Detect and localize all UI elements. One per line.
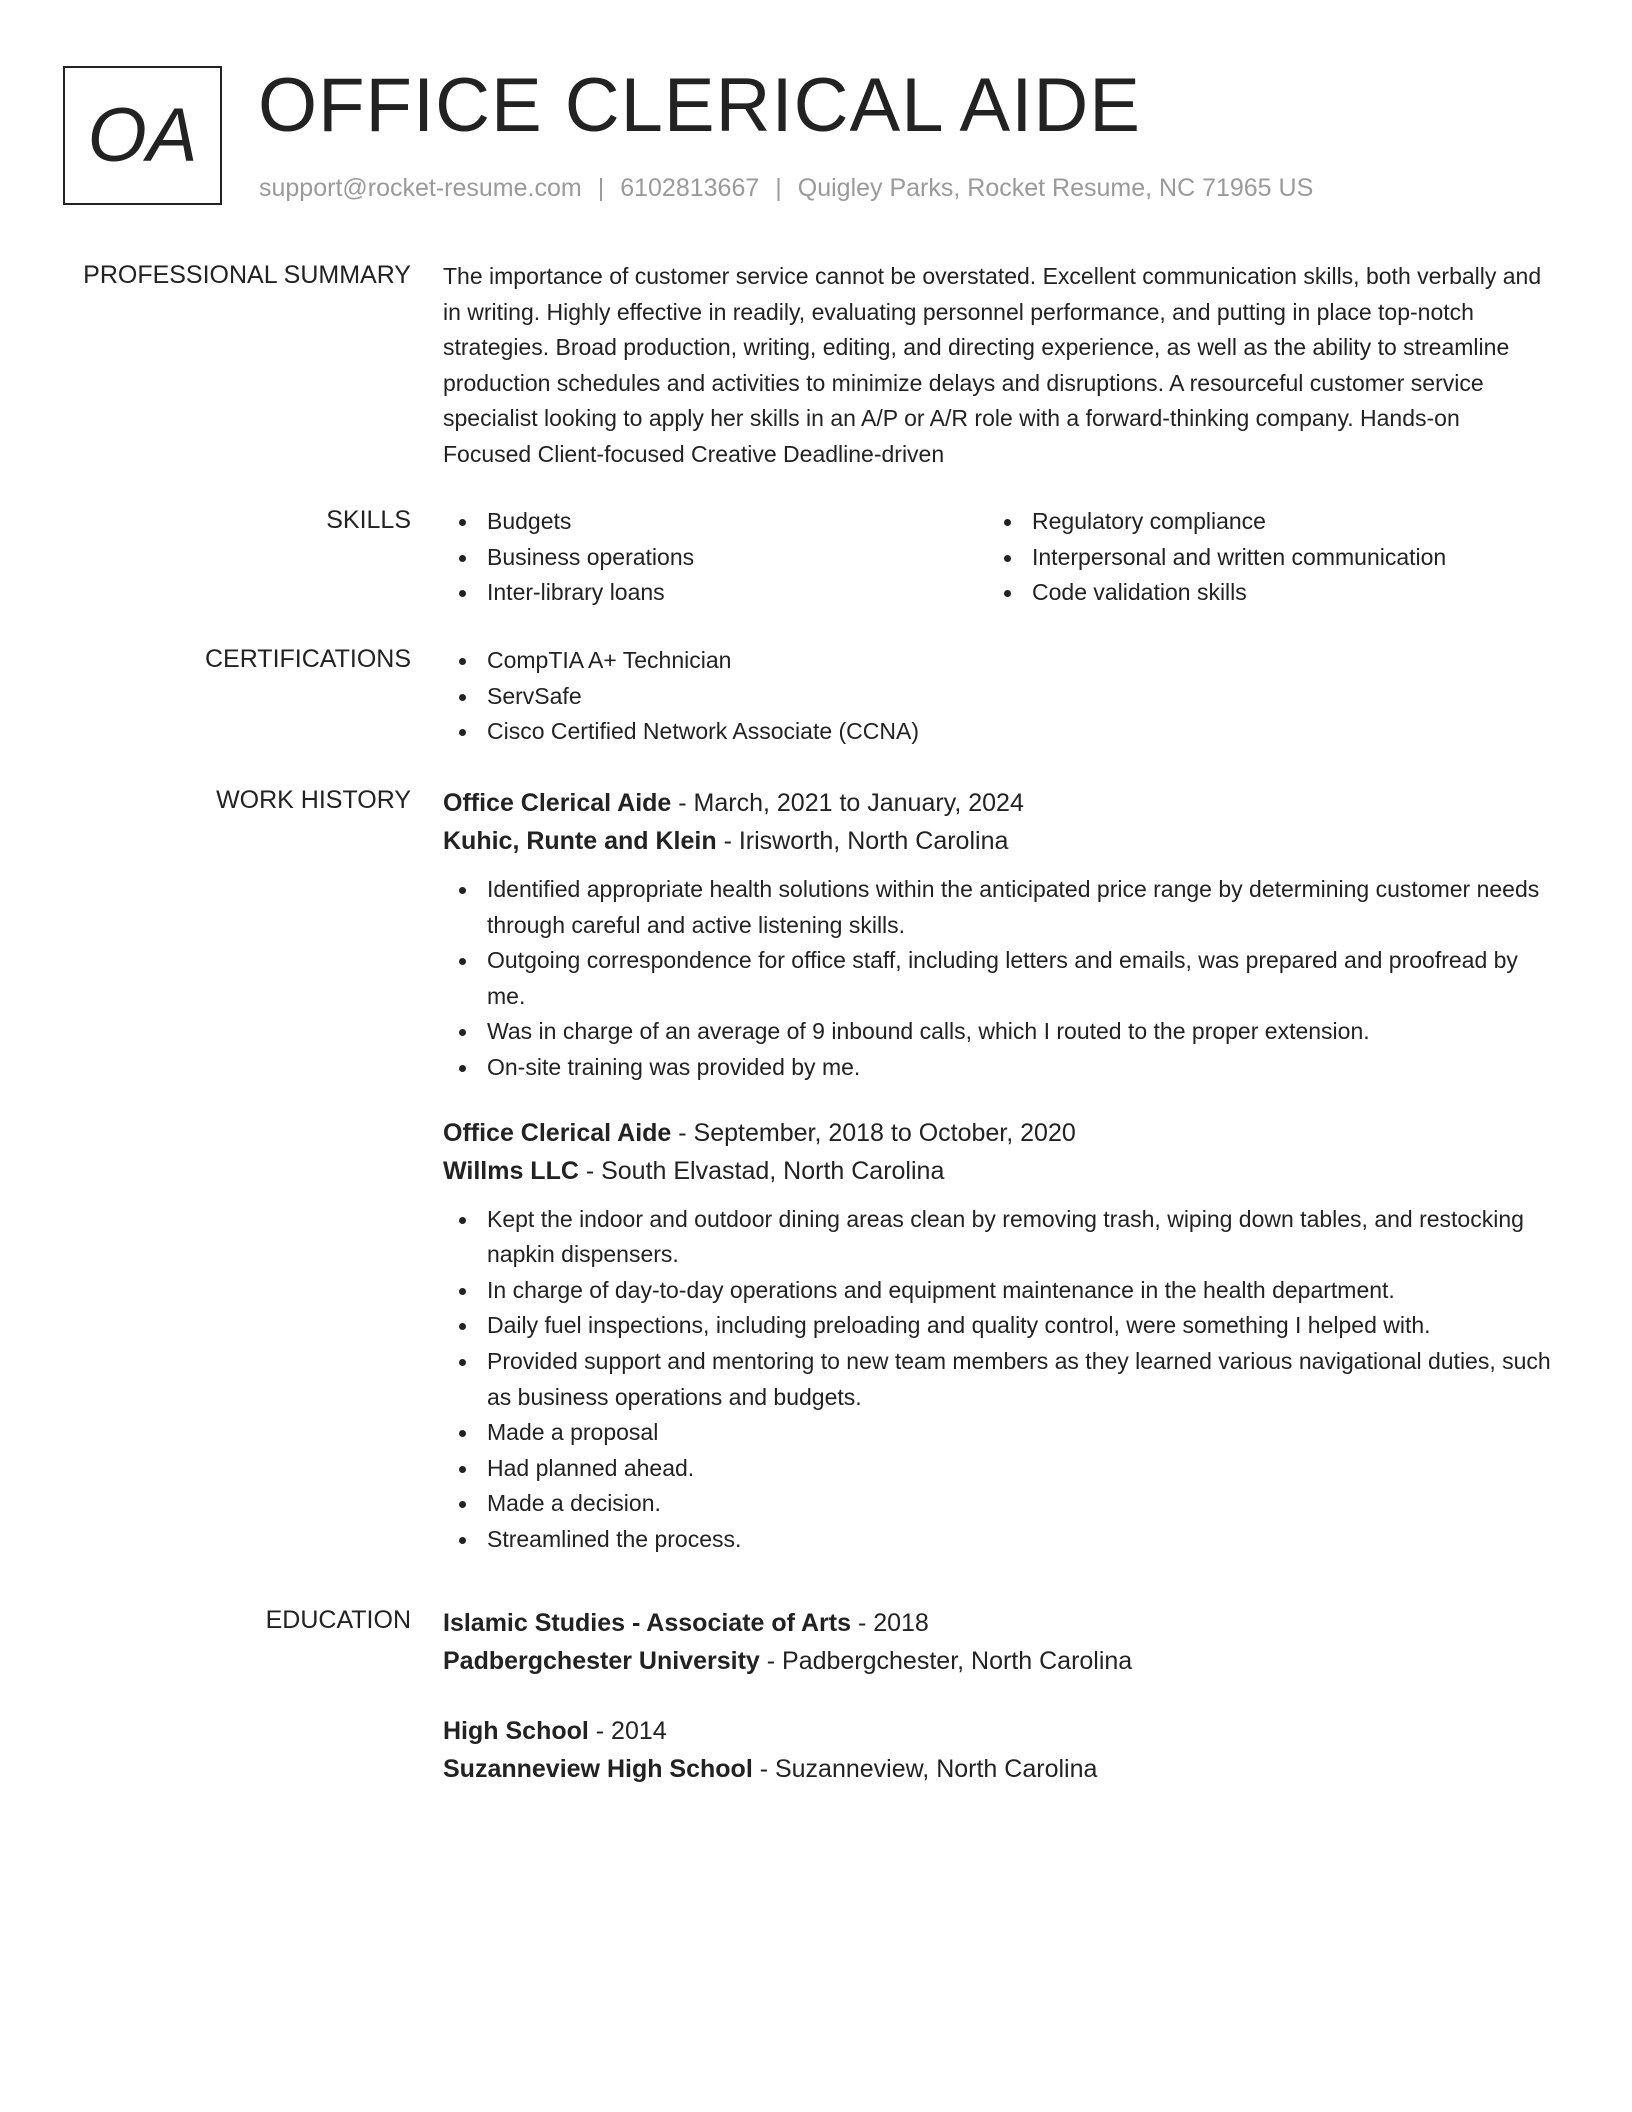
list-item: ServSafe — [443, 679, 1553, 715]
job-company: Willms LLC — [443, 1156, 579, 1185]
list-item: Kept the indoor and outdoor dining areas clean by removing trash, wiping down tables, and restocking napkin dispensers. — [443, 1202, 1553, 1273]
education-degree: Islamic Studies - Associate of Arts — [443, 1609, 851, 1637]
job-dates: - September, 2018 to October, 2020 — [671, 1118, 1076, 1147]
list-item: CompTIA A+ Technician — [443, 643, 1553, 679]
list-item: Provided support and mentoring to new team members as they learned various navigational duties, such as business operations and budgets. — [443, 1344, 1553, 1415]
list-item: In charge of day-to-day operations and equipment maintenance in the health department. — [443, 1273, 1553, 1309]
job-title-line — [443, 784, 1553, 822]
list-item: Budgets — [443, 504, 988, 540]
separator: | — [597, 174, 605, 202]
contact-phone[interactable]: 6102813667 — [620, 174, 760, 202]
section-label-education: EDUCATION — [265, 1606, 411, 1634]
job-company-line — [443, 822, 1553, 860]
section-label-skills: SKILLS — [326, 506, 411, 534]
summary-text: The importance of customer service cannot be overstated. Excellent communication skills, both verbally and in writing. Highly effective in readily, evaluating personnel performance, and putting in place top-notch strategies. Broad production, writing, editing, and directing experience, as well as the ability to streamline production schedules and activities to minimize delays and disruptions. A resourceful customer service specialist looking to apply her skills in an A/P or A/R role with a forward-thinking company. Hands-on Focused Client-focused Creative Deadline-driven — [443, 263, 1542, 467]
job-entry — [443, 1114, 1553, 1558]
list-item: Made a decision. — [443, 1486, 1553, 1522]
job-bullets — [443, 872, 1553, 1086]
list-item: Code validation skills — [988, 575, 1533, 611]
list-item: Made a proposal — [443, 1415, 1553, 1451]
list-item: Business operations — [443, 540, 988, 576]
skills-list-right — [988, 504, 1533, 611]
job-bullets — [443, 1202, 1553, 1558]
education-location: - Padbergchester, North Carolina — [759, 1647, 1133, 1675]
contact-email[interactable]: support@rocket-resume.com — [259, 174, 582, 202]
skills-list-left — [443, 504, 988, 611]
education-year: - 2018 — [851, 1609, 929, 1637]
job-location: - South Elvastad, North Carolina — [578, 1156, 945, 1185]
list-item: Outgoing correspondence for office staff, including letters and emails, was prepared and proofread by me. — [443, 943, 1553, 1014]
job-title-line — [443, 1114, 1553, 1152]
job-title: Office Clerical Aide — [443, 789, 672, 817]
certifications-list — [443, 643, 1553, 750]
list-item: Identified appropriate health solutions within the anticipated price range by determining customer needs through careful and active listening skills. — [443, 872, 1553, 943]
education-entry — [443, 1604, 1553, 1680]
education-entry — [443, 1712, 1553, 1788]
section-label-work: WORK HISTORY — [216, 786, 411, 814]
education-school-line — [443, 1750, 1553, 1788]
list-item: Daily fuel inspections, including preloading and quality control, were something I helped with. — [443, 1308, 1553, 1344]
list-item: Streamlined the process. — [443, 1522, 1553, 1558]
education-school: Padbergchester University — [443, 1647, 760, 1675]
education-degree: High School — [443, 1717, 589, 1745]
education-degree-line — [443, 1604, 1553, 1642]
list-item: On-site training was provided by me. — [443, 1050, 1553, 1086]
education-school-line — [443, 1642, 1553, 1680]
education-year: - 2014 — [588, 1717, 667, 1745]
list-item: Inter-library loans — [443, 575, 988, 611]
job-location: - Irisworth, North Carolina — [716, 827, 1009, 855]
contact-address: Quigley Parks, Rocket Resume, NC 71965 US — [797, 174, 1314, 202]
education-degree-line — [443, 1712, 1553, 1750]
list-item: Interpersonal and written communication — [988, 540, 1533, 576]
resume-header — [63, 64, 1563, 214]
job-company: Kuhic, Runte and Klein — [443, 827, 717, 855]
education-school: Suzanneview High School — [443, 1755, 753, 1783]
list-item: Had planned ahead. — [443, 1451, 1553, 1487]
list-item: Cisco Certified Network Associate (CCNA) — [443, 714, 1553, 750]
list-item: Was in charge of an average of 9 inbound calls, which I routed to the proper extension. — [443, 1014, 1553, 1050]
contact-line — [259, 174, 1313, 203]
job-title: Office Clerical Aide — [443, 1118, 672, 1147]
section-label-summary: PROFESSIONAL SUMMARY — [83, 261, 411, 289]
job-dates: - March, 2021 to January, 2024 — [671, 789, 1024, 817]
list-item: Regulatory compliance — [988, 504, 1533, 540]
job-entry — [443, 784, 1553, 1086]
job-company-line — [443, 1152, 1553, 1190]
separator: | — [775, 174, 782, 202]
page-title: OFFICE CLERICAL AIDE — [258, 63, 1141, 148]
education-location: - Suzanneview, North Carolina — [752, 1755, 1098, 1783]
section-label-certifications: CERTIFICATIONS — [204, 645, 411, 673]
monogram-logo: OA — [63, 66, 222, 205]
